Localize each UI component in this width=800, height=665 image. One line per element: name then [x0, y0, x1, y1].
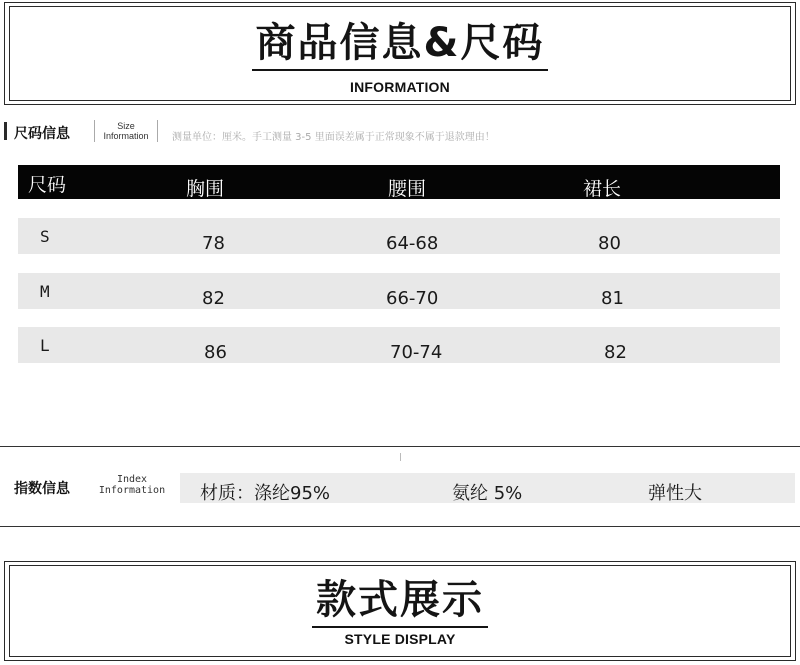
style-header-title: 款式展示 — [312, 578, 488, 628]
style-header-inner-frame — [9, 565, 791, 657]
size-section-separator-left — [94, 120, 95, 142]
info-header-frame — [4, 2, 796, 105]
index-values-bar — [180, 473, 795, 503]
size-cell: L — [40, 336, 50, 355]
bust-cell: 78 — [202, 233, 225, 254]
size-section-title: 尺码信息 — [14, 126, 70, 142]
waist-cell: 70-74 — [390, 342, 443, 363]
length-cell: 81 — [601, 288, 624, 309]
index-section-top-rule — [0, 446, 800, 447]
size-section-separator-right — [157, 120, 158, 142]
index-section-title: 指数信息 — [14, 481, 70, 497]
size-section-en-line1: Size — [117, 121, 135, 131]
size-table-row — [18, 218, 780, 254]
size-measure-note: 测量单位：厘米。手工测量 3-5 里面误差属于正常现象不属于退款理由！ — [172, 132, 495, 143]
info-header-title-wrap — [10, 21, 790, 71]
index-section-center-tick — [400, 453, 401, 461]
info-header-inner-frame — [9, 6, 791, 101]
size-table-header-waist: 腰围 — [388, 178, 427, 200]
length-cell: 82 — [604, 342, 627, 363]
index-section-en-line2: Information — [98, 485, 166, 496]
index-section-en-label — [92, 474, 172, 496]
size-section-marker — [4, 122, 7, 140]
material-value: 材质：涤纶95% — [200, 483, 331, 504]
info-header-subtitle: INFORMATION — [350, 79, 450, 95]
size-table-header-size: 尺码 — [28, 174, 67, 196]
bust-cell: 86 — [204, 342, 227, 363]
size-table-row — [18, 327, 780, 363]
style-header-frame — [4, 561, 796, 661]
waist-cell: 66-70 — [386, 288, 439, 309]
style-header-title-wrap — [10, 578, 790, 628]
bust-cell: 82 — [202, 288, 225, 309]
index-section-bottom-rule — [0, 526, 800, 527]
size-table-row — [18, 273, 780, 309]
style-header-subtitle: STYLE DISPLAY — [344, 631, 456, 647]
size-section-en-line2: Information — [103, 131, 149, 141]
waist-cell: 64-68 — [386, 233, 439, 254]
info-header-title: 商品信息&尺码 — [252, 21, 549, 71]
size-section-en-label — [96, 121, 156, 141]
size-cell: S — [40, 227, 50, 246]
elasticity-value: 弹性大 — [648, 483, 702, 504]
index-section-en-line1: Index — [116, 474, 148, 485]
size-table-header-length: 裙长 — [583, 178, 622, 200]
size-cell: M — [40, 282, 50, 301]
length-cell: 80 — [598, 233, 621, 254]
spandex-value: 氨纶 5% — [452, 483, 523, 504]
size-table-header-bust: 胸围 — [186, 178, 225, 200]
size-table-header — [18, 165, 780, 199]
